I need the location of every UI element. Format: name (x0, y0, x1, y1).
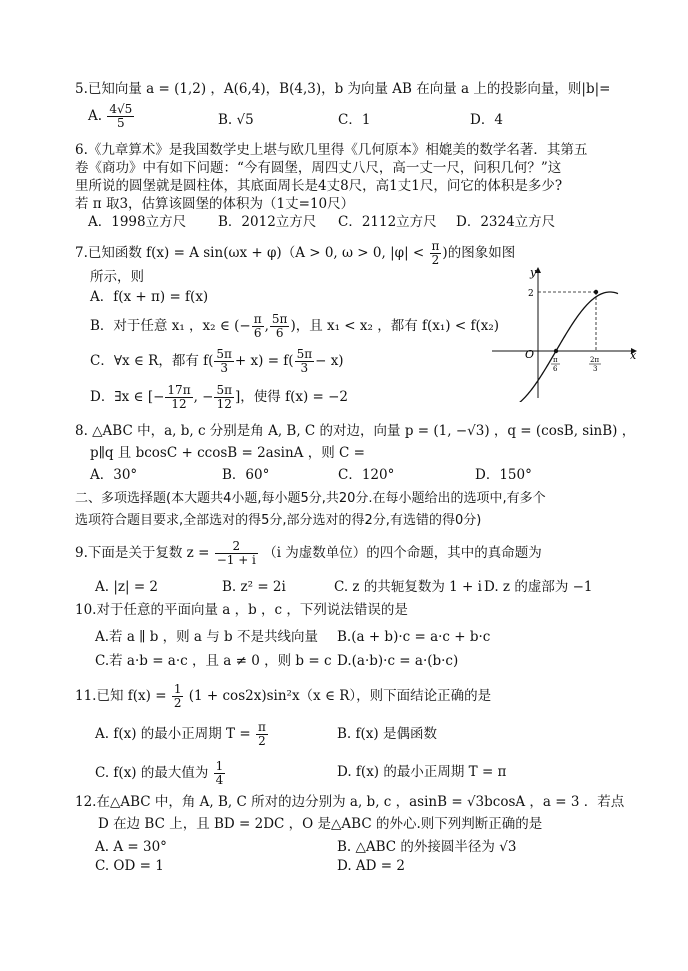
x-tick2-den: 3 (593, 365, 598, 373)
q12-line1: 12.在△ABC 中，角 A, B, C 所对的边分别为 a, b, c ，asinB = √3bcosA ，a = 3 ．若点 (75, 794, 625, 810)
x-axis-label: x (630, 349, 637, 362)
x-tick1-den: 6 (553, 365, 558, 373)
zero-point (554, 349, 558, 353)
q7-c-pre: C．∀x ∈ R，都有 f( (90, 353, 214, 369)
q7-d-frac1 (165, 384, 192, 411)
q11-stem-a: 11.已知 f(x) = (75, 688, 167, 704)
q7-b-d1: 6 (253, 326, 262, 340)
q7-d-d1: 12 (171, 397, 187, 411)
q7-stem-num: π (431, 239, 440, 253)
q10-option-d: D.(a·b)·c = a·(b·c) (337, 653, 459, 669)
max-point (594, 290, 598, 294)
q10-option-c: C.若 a·b = a·c ，且 a ≠ 0 ，则 b = c (95, 653, 332, 669)
q12-option-c: C. OD = 1 (95, 858, 164, 874)
q5-option-a-label: A. (88, 108, 103, 124)
q7-stem2: 所示，则 (90, 269, 144, 285)
q10-stem: 10.对于任意的平面向量 a ，b ，c ，下列说法错误的是 (75, 602, 408, 618)
q7-b-post: )，且 x₁ < x₂ ，都有 f(x₁) < f(x₂) (290, 318, 500, 334)
x-tick2-num: 2π (590, 356, 600, 364)
q8-option-b: B．60° (222, 467, 270, 483)
q9-stem-b: （i 为虚数单位）的四个命题，其中的真命题为 (263, 545, 542, 561)
q10-option-b: B.(a + b)·c = a·c + b·c (337, 629, 491, 645)
q7-d-post: ]，使得 f(x) = −2 (235, 389, 349, 405)
q9-option-d: D. z 的虚部为 −1 (484, 579, 593, 595)
q7-b-pre: B．对于任意 x₁ ，x₂ ∈ (− (90, 318, 251, 334)
q11-den: 2 (173, 696, 182, 710)
q5-option-a-fraction (107, 103, 134, 130)
q11-c-fraction (214, 760, 226, 787)
q11-num: 1 (173, 682, 182, 696)
q9-option-c: C. z 的共轭复数为 1 + i (334, 579, 482, 595)
section2-line1: 二、多项选择题(本大题共4小题,每小题5分,共20分.在每小题给出的选项中,有多个 (75, 491, 546, 506)
q7-b-mid: , (264, 318, 269, 334)
q12-line2: D 在边 BC 上，且 BD = 2DC ，O 是△ABC 的外心.则下列判断正确的是 (98, 816, 543, 832)
q9-option-b: B. z² = 2i (222, 579, 286, 595)
q7-c-frac2 (295, 348, 315, 375)
q5-option-b: B. √5 (218, 112, 254, 128)
q9-stem (75, 540, 542, 567)
q7-b-frac2 (270, 313, 290, 340)
q5-a-den: 5 (116, 116, 125, 130)
q6-line1: 6.《九章算术》是我国数学史上堪与欧几里得《几何原本》相媲美的数学名著．其第五 (75, 142, 588, 158)
q12-option-b: B. △ABC 的外接圆半径为 √3 (337, 839, 517, 855)
section2-line2: 选项符合题目要求,全部选对的得5分,部分选对的得2分,有选错的得0分) (75, 513, 482, 528)
q9-den: −1 + i (216, 553, 256, 567)
q12-option-a: A. A = 30° (95, 839, 167, 855)
q6-option-b: B．2012立方尺 (218, 214, 317, 230)
sine-curve (490, 292, 618, 402)
q7-stem-b: )的图象如图 (442, 245, 516, 261)
q11-a-num: π (257, 720, 266, 734)
q7-c-mid: + x) = f( (234, 353, 294, 369)
q11-option-a (95, 721, 269, 748)
y-tick-2: 2 (528, 289, 534, 299)
q9-num: 2 (215, 540, 258, 554)
q8-stem1: 8. △ABC 中，a, b, c 分别是角 A, B, C 的对边，向量 p = (1, −√3) ，q = (cosB, sinB) ， (75, 423, 636, 439)
q11-stem (75, 683, 491, 710)
q7-c-n2: 5π (296, 347, 313, 361)
q12-option-d: D. AD = 2 (337, 858, 405, 874)
q7-option-b (90, 313, 499, 340)
y-axis-label: y (530, 266, 537, 279)
q7-d-n1: 17π (167, 383, 191, 397)
q5-stem: 5.已知向量 a = (1,2) ，A(6,4)，B(4,3)，b 为向量 AB 在向量 a 上的投影向量，则|b|= (75, 81, 611, 97)
origin-label: O (525, 348, 535, 361)
q7-d-mid: , − (193, 389, 214, 405)
q6-line4: 若 π 取3，估算该圆堡的体积为（1丈=10尺） (75, 196, 355, 212)
q7-c-post: − x) (315, 353, 344, 369)
q9-fraction (215, 540, 258, 567)
q11-c-den: 4 (215, 773, 224, 787)
q11-c-num: 1 (215, 759, 224, 773)
q7-b-d2: 6 (275, 326, 284, 340)
q7-stem-a: 7.已知函数 f(x) = A sin(ωx + φ)（A > 0, ω > 0, |φ| < (75, 245, 425, 261)
q11-a-pre: A. f(x) 的最小正周期 T = (95, 726, 251, 742)
q7-option-d (90, 384, 348, 411)
q7-c-d1: 3 (220, 361, 228, 375)
q5-option-c: C．1 (338, 112, 371, 128)
x-tick1-num: π (553, 356, 558, 364)
q11-a-den: 2 (258, 734, 266, 748)
q7-stem (75, 240, 515, 267)
q6-option-a: A．1998立方尺 (88, 214, 187, 230)
q7-stem-den: 2 (431, 253, 440, 267)
q8-stem2: p∥q 且 bcosC + ccosB = 2asinA ，则 C = (90, 445, 365, 461)
q11-option-d: D. f(x) 的最小正周期 T = π (337, 764, 507, 780)
q7-b-frac1 (252, 313, 264, 340)
q10-option-a: A.若 a ∥ b ，则 a 与 b 不是共线向量 (95, 629, 318, 645)
q5-option-a (88, 103, 135, 130)
q7-option-a: A．f(x + π) = f(x) (90, 289, 209, 305)
q6-line2: 卷《商功》中有如下问题：“今有圆堡，周四丈八尺，高一丈一尺，问积几何？”这 (75, 160, 562, 176)
q5-option-d: D．4 (470, 112, 503, 128)
q7-option-c (90, 348, 344, 375)
q6-line3: 里所说的圆堡就是圆柱体，其底面周长是4丈8尺，高1丈1尺，问它的体积是多少? (75, 178, 563, 194)
q8-option-a: A．30° (90, 467, 138, 483)
q7-b-n1: π (253, 312, 262, 326)
q7-c-n1: 5π (216, 347, 232, 361)
q8-option-c: C．120° (338, 467, 395, 483)
q11-option-b: B. f(x) 是偶函数 (337, 726, 437, 742)
q9-stem-a: 9.下面是关于复数 z = (75, 545, 210, 561)
q5-a-num: 4√5 (109, 102, 133, 116)
q7-stem-fraction (430, 240, 442, 267)
q11-option-c (95, 760, 226, 787)
q7-d-d2: 12 (216, 397, 232, 411)
q7-d-frac2 (214, 384, 234, 411)
q6-option-d: D．2324立方尺 (456, 214, 556, 230)
q7-b-n2: 5π (271, 312, 288, 326)
q7-sine-graph (488, 262, 648, 402)
q11-a-fraction (256, 721, 268, 748)
q11-c-pre: C. f(x) 的最大值为 (95, 765, 209, 781)
q7-c-d2: 3 (300, 361, 309, 375)
q11-stem-b: (1 + cos2x)sin²x（x ∈ R），则下面结论正确的是 (188, 688, 492, 704)
q7-d-pre: D．∃x ∈ [− (90, 389, 165, 405)
q7-c-frac1 (214, 348, 234, 375)
q9-option-a: A. |z| = 2 (95, 579, 159, 595)
q8-option-d: D．150° (475, 467, 532, 483)
q7-d-n2: 5π (216, 383, 233, 397)
q6-option-c: C．2112立方尺 (338, 214, 437, 230)
q11-fraction (172, 683, 184, 710)
